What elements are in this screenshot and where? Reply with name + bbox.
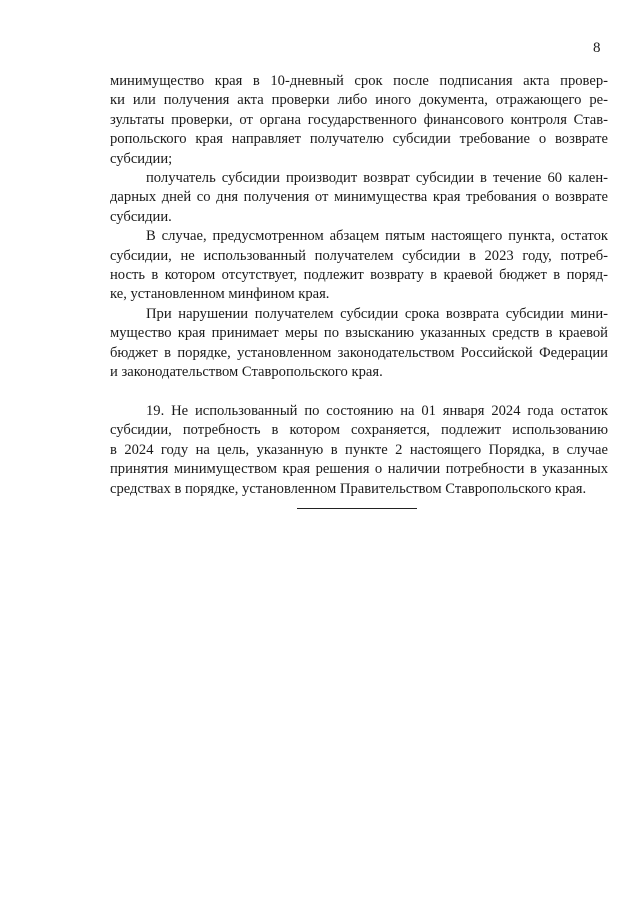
end-separator-line bbox=[297, 508, 417, 509]
text-line: ность в котором отсутствует, подлежит возврату в краевой бюджет в поряд- bbox=[110, 267, 608, 284]
text-line: В случае, предусмотренном абзацем пятым настоящего пункта, остаток bbox=[146, 228, 608, 245]
paragraph-unused-balance bbox=[110, 227, 608, 305]
text-line: дарных дней со дня получения от минимущества края требования о возврате bbox=[110, 189, 608, 206]
text-line: средствах в порядке, установленном Правительством Ставропольского края. bbox=[110, 480, 587, 497]
text-line: 19. Не использованный по состоянию на 01 января 2024 года остаток bbox=[146, 402, 608, 419]
text-line: ке, установленном минфином края. bbox=[110, 286, 330, 303]
text-line: При нарушении получателем субсидии срока возврата субсидии мини- bbox=[146, 305, 608, 322]
document-body bbox=[110, 72, 608, 499]
text-line: в 2024 году на цель, указанную в пункте 2 настоящего Порядка, в случае bbox=[110, 441, 608, 458]
text-line: субсидии; bbox=[110, 150, 173, 167]
paragraph-violation bbox=[110, 305, 608, 383]
text-line: субсидии. bbox=[110, 208, 172, 225]
paragraph-spacer bbox=[110, 383, 608, 402]
text-line: минимущество края в 10-дневный срок после подписания акта провер- bbox=[110, 73, 608, 89]
text-line: получатель субсидии производит возврат субсидии в течение 60 кален- bbox=[146, 170, 608, 187]
text-line: ропольского края направляет получателю субсидии требование о возврате bbox=[110, 131, 608, 148]
paragraph-continuation bbox=[110, 72, 608, 169]
paragraph-item-19 bbox=[110, 402, 608, 499]
text-line: субсидии, потребность в котором сохраняется, подлежит использованию bbox=[110, 422, 608, 439]
page-number: 8 bbox=[593, 40, 601, 56]
text-line: ки или получения акта проверки либо иного документа, отражающего ре- bbox=[110, 92, 608, 109]
paragraph-refund-deadline bbox=[110, 169, 608, 227]
text-line: субсидии, не использованный получателем субсидии в 2023 году, потреб- bbox=[110, 247, 608, 264]
text-line: и законодательством Ставропольского края. bbox=[110, 364, 383, 381]
text-line: зультаты проверки, от органа государственного финансового контроля Став- bbox=[110, 111, 608, 128]
text-line: принятия минимуществом края решения о наличии потребности в указанных bbox=[110, 461, 608, 478]
text-line: бюджет в порядке, установленном законодательством Российской Федерации bbox=[110, 344, 608, 361]
text-line: мущество края принимает меры по взысканию указанных средств в краевой bbox=[110, 325, 608, 342]
